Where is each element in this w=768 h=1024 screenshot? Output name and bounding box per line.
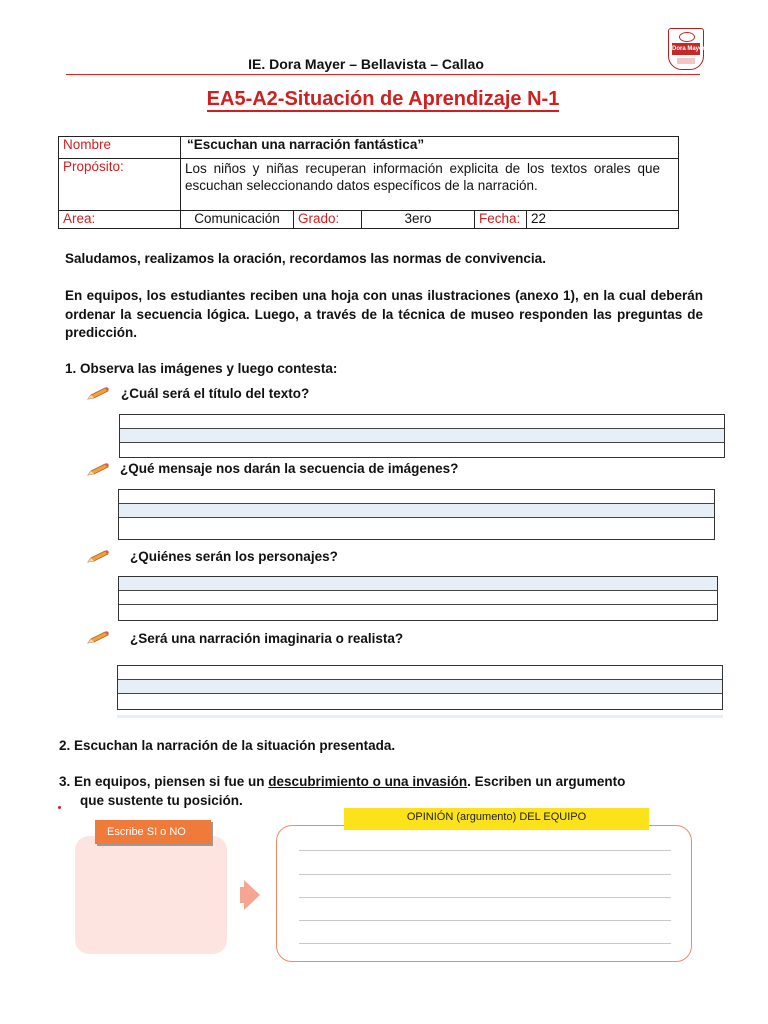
- area-label: Area:: [59, 211, 181, 229]
- school-logo-icon: Dora Mayer: [668, 28, 704, 70]
- pencil-icon: [86, 631, 110, 645]
- grado-value: 3ero: [362, 211, 475, 229]
- bullet-dot: [58, 806, 61, 809]
- nombre-value: “Escuchan una narración fantástica”: [181, 137, 679, 159]
- question-2: ¿Qué mensaje nos darán la secuencia de imágenes?: [120, 461, 459, 476]
- pencil-icon: [86, 550, 110, 564]
- grado-label: Grado:: [294, 211, 362, 229]
- answer-lines-4[interactable]: [117, 665, 723, 710]
- question-4: ¿Será una narración imaginaria o realista?: [130, 631, 404, 646]
- page-title: EA5-A2-Situación de Aprendizaje N-1: [206, 88, 560, 110]
- step-1-instruction: 1. Observa las imágenes y luego contesta:: [65, 361, 338, 376]
- intro-paragraph-2: En equipos, los estudiantes reciben una hoja con unas ilustraciones (anexo 1), en la cual deberán ordenar la secuencia lógica. Luego, a través de la técnica de museo responden las preguntas de predicción.: [65, 288, 703, 340]
- fecha-label: Fecha:: [475, 211, 527, 229]
- yes-no-answer-box[interactable]: [75, 836, 227, 954]
- proposito-value: Los niños y niñas recuperan información explicita de los textos orales que escuchan seleccionando datos específicos de la narración.: [181, 159, 679, 211]
- shade-strip: [117, 715, 723, 718]
- step-3-instruction: 3. En equipos, piensen si fue un descubrimiento o una invasión. Escriben un argumento: [59, 774, 626, 789]
- question-1: ¿Cuál será el título del texto?: [121, 386, 310, 401]
- school-name: IE. Dora Mayer – Bellavista – Callao: [248, 56, 484, 72]
- header-divider: [66, 74, 700, 75]
- pencil-icon: [86, 387, 110, 401]
- step-2-instruction: 2. Escuchan la narración de la situación presentada.: [59, 738, 396, 753]
- answer-lines-2[interactable]: [118, 489, 715, 540]
- intro-paragraph-1: Saludamos, realizamos la oración, recordamos las normas de convivencia.: [65, 251, 546, 266]
- area-value: Comunicación: [181, 211, 294, 229]
- answer-lines-1[interactable]: [119, 414, 725, 458]
- proposito-label: Propósito:: [59, 159, 181, 211]
- write-yes-no-label: Escribe SI o NO: [95, 820, 211, 844]
- info-table: [58, 136, 679, 229]
- arrow-right-icon: [244, 880, 260, 910]
- opinion-header: OPINIÓN (argumento) DEL EQUIPO: [344, 808, 649, 830]
- answer-lines-3[interactable]: [118, 576, 718, 621]
- nombre-label: Nombre: [59, 137, 181, 159]
- fecha-value: 22: [527, 211, 679, 229]
- opinion-box[interactable]: [276, 825, 692, 962]
- question-3: ¿Quiénes serán los personajes?: [130, 549, 338, 564]
- pencil-icon: [86, 463, 110, 477]
- step-3-line-2: que sustente tu posición.: [80, 793, 243, 808]
